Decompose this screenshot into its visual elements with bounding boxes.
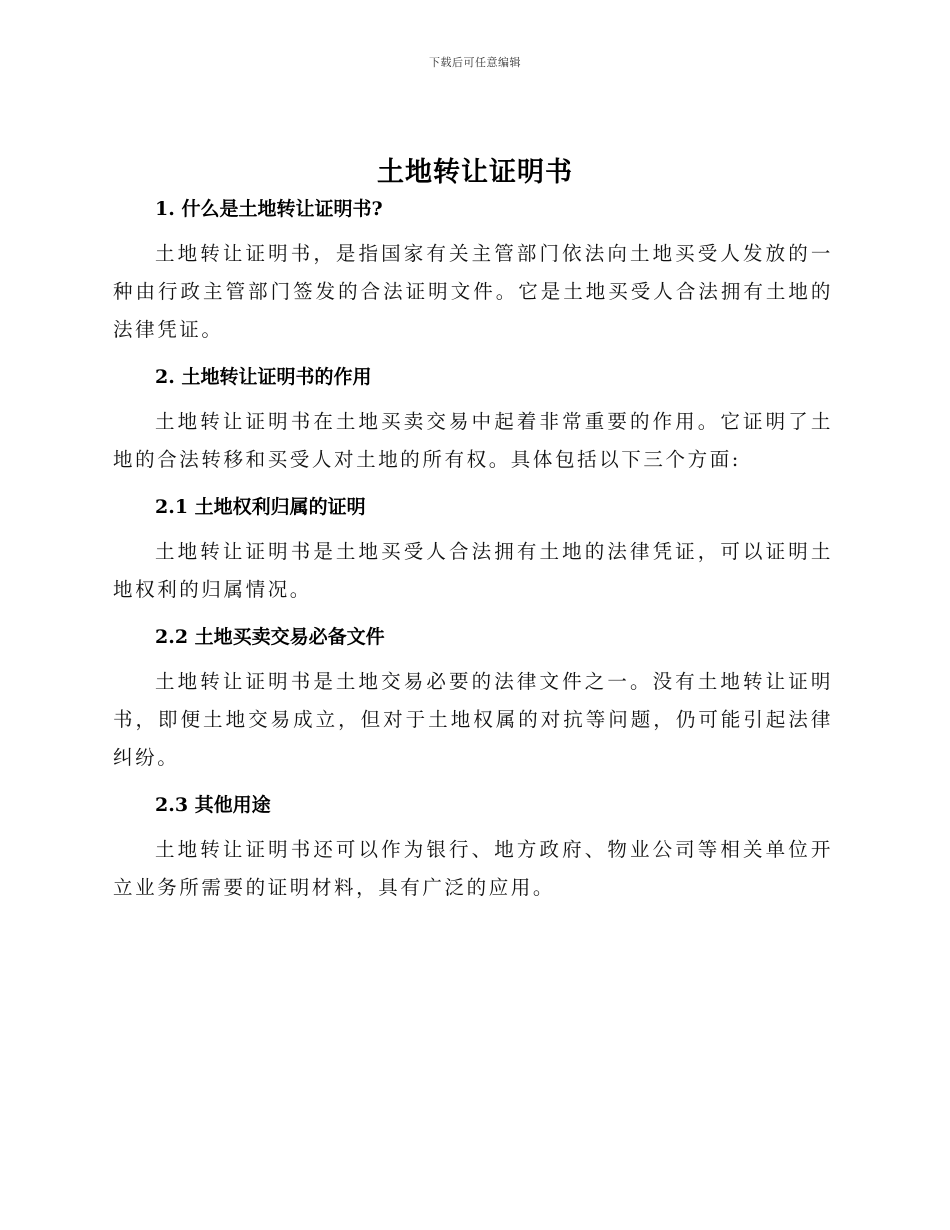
section-paragraph-2-3: 土地转让证明书还可以作为银行、地方政府、物业公司等相关单位开立业务所需要的证明材料，具有广泛的应用。 xyxy=(113,838,833,899)
section-paragraph-2: 土地转让证明书在土地买卖交易中起着非常重要的作用。它证明了土地的合法转移和买受人对土地的所有权。具体包括以下三个方面: xyxy=(113,410,833,471)
section-heading-2: 2. 土地转让证明书的作用 xyxy=(155,366,372,388)
section-paragraph-1: 土地转让证明书，是指国家有关主管部门依法向土地买受人发放的一种由行政主管部门签发的合法证明文件。它是土地买受人合法拥有土地的法律凭证。 xyxy=(113,242,833,341)
header-note: 下载后可任意编辑 xyxy=(429,56,521,69)
section-heading-2-3: 2.3 其他用途 xyxy=(155,794,271,816)
section-paragraph-2-2: 土地转让证明书是土地交易必要的法律文件之一。没有土地转让证明书，即便土地交易成立，但对于土地权属的对抗等问题，仍可能引起法律纠纷。 xyxy=(113,670,833,769)
section-heading-2-1: 2.1 土地权利归属的证明 xyxy=(155,496,366,518)
section-paragraph-2-1: 土地转让证明书是土地买受人合法拥有土地的法律凭证，可以证明土地权利的归属情况。 xyxy=(113,540,833,601)
document-body xyxy=(113,195,833,907)
section-heading-2-2: 2.2 土地买卖交易必备文件 xyxy=(155,626,385,648)
section-heading-1: 1. 什么是土地转让证明书? xyxy=(155,198,383,220)
document-title: 土地转让证明书 xyxy=(377,157,573,188)
